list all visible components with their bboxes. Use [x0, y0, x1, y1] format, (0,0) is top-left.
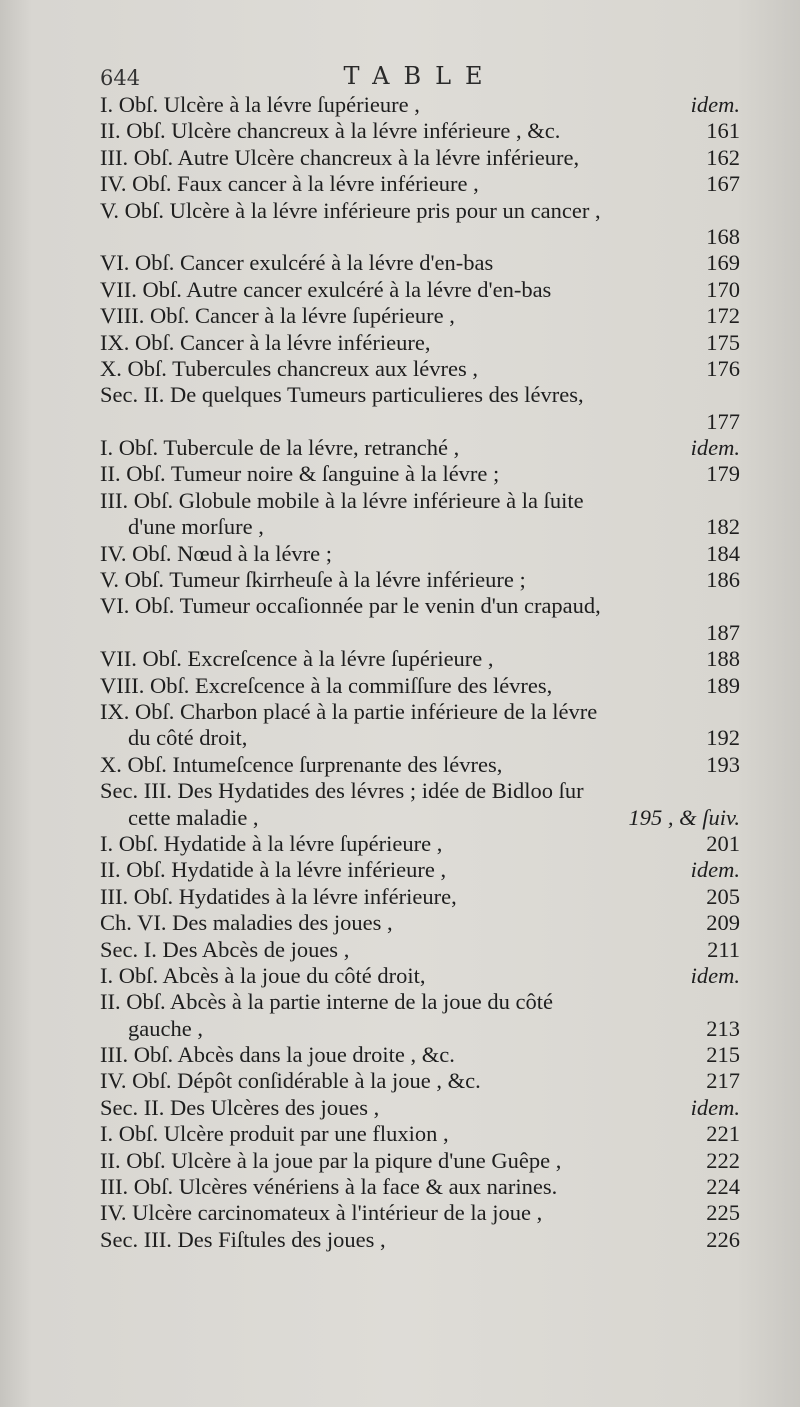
entry-page-number: 221 [706, 1121, 740, 1147]
entry-title: Sec. I. Des Abcès de joues , [100, 936, 350, 962]
page-number: 644 [100, 66, 141, 90]
entry-page-number: 224 [706, 1174, 740, 1200]
entry-title: I. Obſ. Abcès à la joue du côté droit, [100, 962, 426, 988]
entry-page-number: 188 [706, 646, 740, 672]
entry-page-number: 161 [706, 118, 740, 144]
entry-title: VIII. Obſ. Cancer à la lévre ſupérieure , [100, 303, 455, 329]
entry-title: IV. Obſ. Nœud à la lévre ; [100, 540, 333, 566]
toc-entry [100, 937, 740, 963]
toc-entry [100, 198, 740, 224]
toc-entry [100, 541, 740, 567]
entry-title: V. Obſ. Ulcère à la lévre inférieure pris pour un cancer , [100, 197, 601, 223]
entry-title: III. Obſ. Globule mobile à la lévre inférieure à la ſuite [100, 487, 584, 513]
toc-entry [100, 778, 740, 804]
toc-entry [100, 356, 740, 382]
entry-page-number: 217 [706, 1068, 740, 1094]
entry-title: Sec. III. Des Fiſtules des joues , [100, 1226, 386, 1252]
toc-entry [100, 488, 740, 514]
entry-page-number: idem. [690, 92, 740, 117]
toc-entry [100, 989, 740, 1015]
toc-entry [100, 171, 740, 197]
toc-entry [100, 1227, 740, 1253]
entry-page-number: 187 [706, 619, 740, 645]
entry-page-number: 167 [706, 171, 740, 197]
entry-title: III. Obſ. Autre Ulcère chancreux à la lévre inférieure, [100, 144, 580, 170]
entry-title: Sec. III. Des Hydatides des lévres ; idée de Bidloo ſur [100, 778, 584, 804]
toc-entry [100, 593, 740, 619]
entry-title: II. Obſ. Tumeur noire & ſanguine à la lévre ; [100, 461, 500, 487]
toc-entry [100, 1068, 740, 1094]
entry-title: I. Obſ. Hydatide à la lévre ſupérieure , [100, 830, 443, 856]
entry-page-number: 177 [706, 408, 740, 434]
entry-page-number: idem. [690, 435, 740, 461]
entry-title: III. Obſ. Abcès dans la joue droite , &c. [100, 1042, 455, 1068]
toc-entry [100, 725, 740, 751]
toc-entry [100, 699, 740, 725]
toc-entry [100, 224, 740, 250]
entry-page-number: 184 [706, 540, 740, 566]
entry-page-number: 176 [706, 355, 740, 381]
toc-entry [100, 330, 740, 356]
entry-title: gauche , [128, 1015, 203, 1041]
toc-entry [100, 620, 740, 646]
entry-title: II. Obſ. Ulcère chancreux à la lévre inférieure , &c. [100, 118, 561, 144]
entry-page-number: 226 [706, 1226, 740, 1252]
entry-title: IV. Obſ. Faux cancer à la lévre inférieure , [100, 171, 479, 197]
entry-page-number: 209 [706, 910, 740, 936]
entry-title: Sec. II. De quelques Tumeurs particulieres des lévres, [100, 382, 584, 408]
entry-title: Ch. VI. Des maladies des joues , [100, 910, 393, 936]
entry-page-number: 189 [706, 672, 740, 698]
entry-title: Sec. II. Des Ulcères des joues , [100, 1094, 380, 1120]
toc-entry [100, 1042, 740, 1068]
toc-entry [100, 382, 740, 408]
toc-entry [100, 963, 740, 989]
entry-title: VII. Obſ. Autre cancer exulcéré à la lévre d'en-bas [100, 276, 552, 302]
entry-page-number: idem. [690, 1094, 740, 1120]
entry-page-number: 222 [706, 1147, 740, 1173]
entry-page-number: 182 [706, 514, 740, 540]
toc-entry [100, 1200, 740, 1226]
entry-title: IV. Obſ. Dépôt conſidérable à la joue , &c. [100, 1068, 481, 1094]
entry-title: IX. Obſ. Cancer à la lévre inférieure, [100, 329, 431, 355]
entry-page-number: 175 [706, 329, 740, 355]
toc-entry [100, 567, 740, 593]
toc-entry [100, 409, 740, 435]
entry-page-number: 168 [706, 223, 740, 249]
entry-page-number: 213 [706, 1015, 740, 1041]
toc-entry [100, 673, 740, 699]
entry-page-number: 225 [706, 1200, 740, 1226]
toc-entry [100, 831, 740, 857]
entry-title: du côté droit, [128, 725, 248, 751]
entry-title: V. Obſ. Tumeur ſkirrheuſe à la lévre inférieure ; [100, 567, 526, 593]
entry-page-number: 193 [706, 751, 740, 777]
entry-title: VII. Obſ. Excreſcence à la lévre ſupérieure , [100, 646, 494, 672]
entry-title: X. Obſ. Intumeſcence ſurprenante des lévres, [100, 751, 503, 777]
toc-entry [100, 884, 740, 910]
entry-title: I. Obſ. Ulcère à la lévre ſupérieure , [100, 92, 420, 117]
entry-page-number: 179 [706, 461, 740, 487]
toc-entry [100, 118, 740, 144]
toc-entry [100, 92, 740, 118]
entry-page-number: 195 , & ſuiv. [628, 804, 740, 830]
toc-entry [100, 1148, 740, 1174]
entry-title: cette maladie , [128, 804, 259, 830]
toc-entry [100, 303, 740, 329]
toc-entry [100, 646, 740, 672]
entry-page-number: idem. [690, 962, 740, 988]
toc-entry [100, 250, 740, 276]
toc-entry [100, 1095, 740, 1121]
entry-title: VIII. Obſ. Excreſcence à la commiſſure des lévres, [100, 672, 553, 698]
toc-entry [100, 514, 740, 540]
toc-entry [100, 1174, 740, 1200]
toc-entry [100, 145, 740, 171]
toc-entry [100, 857, 740, 883]
entry-page-number: 201 [706, 830, 740, 856]
entry-page-number: 192 [706, 725, 740, 751]
entry-title: III. Obſ. Ulcères vénériens à la face & aux narines. [100, 1174, 558, 1200]
entry-title: III. Obſ. Hydatides à la lévre inférieure, [100, 883, 457, 909]
toc-entry [100, 1121, 740, 1147]
entry-title: II. Obſ. Hydatide à la lévre inférieure , [100, 857, 447, 883]
entry-page-number: 186 [706, 567, 740, 593]
entry-page-number: 211 [707, 936, 740, 962]
toc-entry [100, 752, 740, 778]
toc-entry [100, 805, 740, 831]
entry-page-number: 170 [706, 276, 740, 302]
entry-title: X. Obſ. Tubercules chancreux aux lévres , [100, 355, 479, 381]
entry-title: II. Obſ. Abcès à la partie interne de la joue du côté [100, 989, 553, 1015]
entry-page-number: idem. [690, 857, 740, 883]
running-title: TABLE [343, 62, 497, 90]
entry-title: d'une morſure , [128, 514, 264, 540]
entry-page-number: 169 [706, 250, 740, 276]
entry-title: IX. Obſ. Charbon placé à la partie inférieure de la lévre [100, 698, 598, 724]
entry-page-number: 215 [706, 1042, 740, 1068]
table-of-contents [100, 92, 740, 1253]
toc-entry [100, 277, 740, 303]
toc-entry [100, 435, 740, 461]
page-header [100, 62, 740, 96]
entry-title: I. Obſ. Tubercule de la lévre, retranché , [100, 435, 460, 461]
entry-title: II. Obſ. Ulcère à la joue par la piqure d'une Guêpe , [100, 1147, 562, 1173]
entry-page-number: 205 [706, 883, 740, 909]
toc-entry [100, 1016, 740, 1042]
entry-title: VI. Obſ. Tumeur occaſionnée par le venin d'un crapaud, [100, 593, 601, 619]
entry-page-number: 162 [706, 144, 740, 170]
entry-title: VI. Obſ. Cancer exulcéré à la lévre d'en-bas [100, 250, 494, 276]
entry-title: IV. Ulcère carcinomateux à l'intérieur de la joue , [100, 1200, 543, 1226]
toc-entry [100, 461, 740, 487]
entry-page-number: 172 [706, 303, 740, 329]
toc-entry [100, 910, 740, 936]
entry-title: I. Obſ. Ulcère produit par une fluxion , [100, 1121, 449, 1147]
